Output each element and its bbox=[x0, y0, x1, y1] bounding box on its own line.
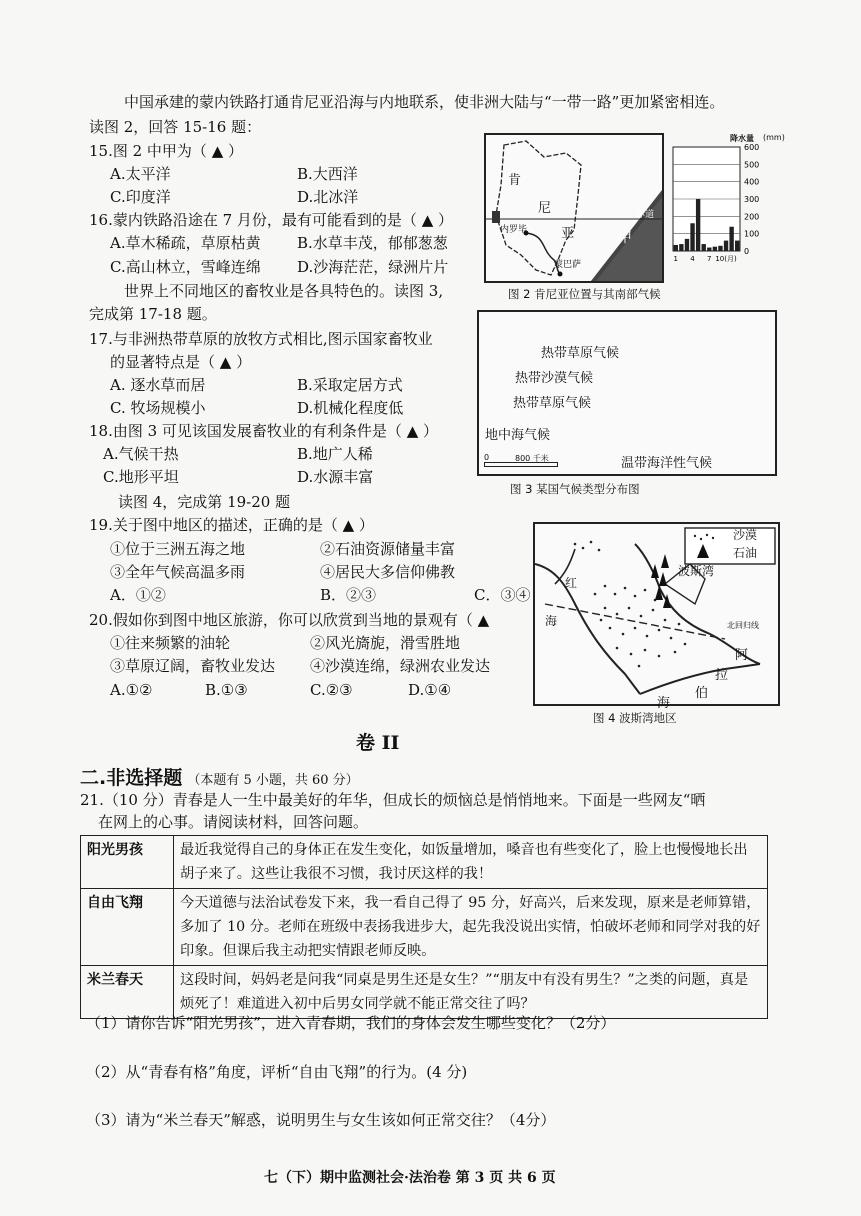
fig2-nairobi: 内罗毕 bbox=[500, 225, 528, 235]
q20-stem: 20.假如你到图中地区旅游，你可以欣赏到当地的景观有（ ▲ bbox=[89, 611, 490, 629]
q16-option-b: B.水草丰茂，郁郁葱葱 bbox=[297, 234, 448, 252]
fig4-tropic: 北回归线 bbox=[727, 621, 759, 630]
q16-option-d: D.沙海茫茫，绿洲片片 bbox=[297, 258, 449, 276]
q19-option-c: C．③④ bbox=[474, 586, 531, 604]
chart-bar bbox=[718, 246, 722, 251]
chart-unit: (mm) bbox=[763, 133, 785, 142]
q16-option-c: C.高山林立，雪峰连绵 bbox=[110, 258, 261, 276]
q17-stem2: 的显著特点是（ ▲ ） bbox=[110, 353, 252, 371]
q21-sub1: （1）请你告诉“阳光男孩”，进入青春期，我们的身体会发生哪些变化？（2分） bbox=[86, 1014, 616, 1032]
chart-bar bbox=[674, 245, 678, 251]
volume-title: 卷 II bbox=[356, 732, 400, 754]
fig3-scale-0: 0 bbox=[484, 453, 490, 462]
fig3-map bbox=[477, 310, 777, 476]
q19-opt3: ③全年气候高温多雨 bbox=[110, 563, 246, 581]
q15-option-b: B.大西洋 bbox=[297, 165, 358, 183]
q16-stem: 16.蒙内铁路沿途在 7 月份，最有可能看到的是（ ▲ ） bbox=[89, 211, 454, 229]
q17-option-a: A. 逐水草而居 bbox=[110, 376, 206, 394]
fig4-legend bbox=[685, 528, 775, 564]
row-who: 自由飞翔 bbox=[81, 889, 174, 966]
q21-message-table bbox=[80, 835, 768, 1019]
fig3-label-4: 地中海气候 bbox=[485, 428, 551, 443]
y-tick-label: 400 bbox=[744, 177, 760, 187]
q19-option-a: A．①② bbox=[110, 586, 166, 604]
y-tick-label: 300 bbox=[744, 195, 760, 204]
fig2-equator: 赤道 bbox=[636, 210, 655, 220]
q17-option-b: B.采取定居方式 bbox=[297, 376, 403, 394]
q16-option-a: A.草木稀疏，草原枯黄 bbox=[110, 234, 261, 252]
table-row bbox=[81, 966, 768, 1019]
q20-opt1: ①往来频繁的油轮 bbox=[110, 634, 231, 652]
intro-line2: 读图 2，回答 15-16 题： bbox=[89, 118, 262, 136]
q20-opt4: ④沙漠连绵，绿洲农业发达 bbox=[310, 657, 491, 675]
chart-bar bbox=[707, 248, 711, 251]
q15-stem: 15.图 2 中甲为（ ▲ ） bbox=[89, 142, 244, 160]
fig4-ar3: 伯 bbox=[695, 686, 709, 701]
table-row bbox=[81, 836, 768, 889]
fig4-ar1: 阿 bbox=[735, 648, 749, 663]
q18-option-d: D.水源丰富 bbox=[297, 468, 374, 486]
q19-option-b: B．②③ bbox=[320, 586, 377, 604]
page-footer: 七（下）期中监测社会·法治卷 第 3 页 共 6 页 bbox=[264, 1170, 556, 1186]
chart-bar bbox=[702, 244, 706, 251]
chart-bar bbox=[679, 244, 683, 251]
q19-opt1: ①位于三洲五海之地 bbox=[110, 540, 246, 558]
chart-bar bbox=[696, 199, 700, 251]
q17-option-c: C. 牧场规模小 bbox=[110, 399, 206, 417]
tropic-line bbox=[545, 604, 725, 639]
q20-option-c: C.②③ bbox=[310, 681, 353, 699]
y-tick-label: 200 bbox=[744, 212, 760, 222]
intro3: 读图 4，完成第 19-20 题 bbox=[118, 493, 291, 511]
q21-sub2: （2）从“青春有格”角度，评析“自由飞翔”的行为。(4 分) bbox=[86, 1063, 468, 1081]
fig4-red-1: 红 bbox=[565, 576, 578, 590]
row-text: 最近我觉得自己的身体正在发生变化，如饭量增加，嗓音也有些变化了，脸上也慢慢地长出胡子来了。这些让我很不习惯，我讨厌这样的我！ bbox=[174, 836, 768, 889]
chart-title: 降水量 bbox=[730, 134, 754, 143]
section2-title: 二.非选择题 bbox=[80, 767, 183, 789]
q15-option-a: A.太平洋 bbox=[110, 165, 171, 183]
row-text: 这段时间，妈妈老是问我“同桌是男生还是女生？”“朋友中有没有男生？”之类的问题，真是烦死了！难道进入初中后男女同学就不能正常交往了吗？ bbox=[174, 966, 768, 1019]
fig4-legend-oil: 石油 bbox=[733, 546, 758, 560]
q15-option-c: C.印度洋 bbox=[110, 188, 171, 206]
q15-option-d: D.北冰洋 bbox=[297, 188, 359, 206]
y-tick-label: 500 bbox=[744, 160, 760, 170]
q17-stem1: 17.与非洲热带草原的放牧方式相比,图示国家畜牧业 bbox=[89, 330, 433, 348]
fig3-scale: 800 千米 bbox=[515, 454, 549, 463]
q21-line1: 21.（10 分）青春是人一生中最美好的年华，但成长的烦恼总是悄悄地来。下面是一些网友“晒 bbox=[80, 791, 706, 809]
y-tick-label: 600 bbox=[744, 143, 760, 152]
fig2-kenya-3: 亚 bbox=[561, 226, 575, 241]
q21-sub3: （3）请为“米兰春天”解惑，说明男生与女生该如何正常交往？（4分） bbox=[86, 1111, 556, 1129]
chart-bar bbox=[735, 241, 739, 251]
fig3-label-5: 温带海洋性气候 bbox=[621, 456, 713, 471]
fig4-ar2: 拉 bbox=[715, 668, 729, 683]
fig2-caption: 图 2 肯尼亚位置与其南部气候 bbox=[508, 287, 661, 301]
q20-option-a: A.①② bbox=[110, 681, 153, 699]
q20-opt2: ②风光旖旎，滑雪胜地 bbox=[310, 634, 461, 652]
section2-note: （本题有 5 小题，共 60 分） bbox=[187, 773, 359, 788]
q18-option-a: A.气候干热 bbox=[103, 445, 179, 463]
fig3-label-1: 热带草原气候 bbox=[541, 346, 620, 361]
fig3-label-3: 热带草原气候 bbox=[513, 396, 592, 411]
q20-option-d: D.①④ bbox=[408, 681, 452, 699]
fig3-caption: 图 3 某国气候类型分布图 bbox=[510, 482, 640, 496]
chart-bar bbox=[690, 223, 694, 251]
chart-bar bbox=[713, 247, 717, 251]
q19-stem: 19.关于图中地区的描述，正确的是（ ▲ ） bbox=[89, 516, 374, 534]
fig2-map bbox=[484, 133, 664, 283]
fig2-precip-chart bbox=[665, 133, 785, 279]
q18-stem: 18.由图 3 可见该国发展畜牧业的有利条件是（ ▲ ） bbox=[89, 422, 439, 440]
fig2-kenya-1: 肯 bbox=[508, 173, 522, 188]
q17-option-d: D.机械化程度低 bbox=[297, 399, 404, 417]
q18-option-c: C.地形平坦 bbox=[103, 468, 179, 486]
fig2-jia: 甲 bbox=[618, 230, 632, 246]
section2-heading bbox=[80, 763, 359, 790]
intro2-line1: 世界上不同地区的畜牧业是各具特色的。读图 3, bbox=[124, 282, 444, 300]
row-who: 米兰春天 bbox=[81, 966, 174, 1019]
y-tick-label: 0 bbox=[744, 247, 750, 256]
q21-line2: 在网上的心事。请阅读材料，回答问题。 bbox=[98, 813, 369, 831]
intro2-line2: 完成第 17-18 题。 bbox=[89, 305, 217, 323]
red-sea-coast bbox=[535, 564, 640, 694]
fig2-kenya-2: 尼 bbox=[538, 201, 552, 216]
chart-bar bbox=[685, 239, 689, 251]
fig2-mombasa: 蒙巴萨 bbox=[554, 260, 582, 270]
chart-bar bbox=[729, 227, 733, 251]
fig4-legend-desert: 沙漠 bbox=[733, 528, 758, 542]
row-who: 阳光男孩 bbox=[81, 836, 174, 889]
x-tick-label: 4 bbox=[690, 255, 695, 263]
fig4-red-2: 海 bbox=[545, 614, 558, 628]
x-tick-label: 1 bbox=[673, 255, 679, 263]
fig4-gulf: 波斯湾 bbox=[678, 564, 715, 578]
fig3-label-2: 热带沙漠气候 bbox=[515, 371, 594, 386]
q19-opt4: ④居民大多信仰佛教 bbox=[320, 563, 456, 581]
q18-option-b: B.地广人稀 bbox=[297, 445, 373, 463]
table-row bbox=[81, 889, 768, 966]
precip-chart-svg bbox=[665, 133, 775, 279]
lake-victoria bbox=[492, 211, 500, 223]
intro-line1: 中国承建的蒙内铁路打通肯尼亚沿海与内地联系，使非洲大陆与“一带一路”更加紧密相连。 bbox=[124, 93, 725, 111]
row-text: 今天道德与法治试卷发下来，我一看自己得了 95 分，好高兴，后来发现，原来是老师算错，多加了 10 分。老师在班级中表扬我进步大，起先我没说出实情，怕破坏老师和同学对我的好印象。但课后我主动把实情跟老师反映。 bbox=[174, 889, 768, 966]
q20-opt3: ③草原辽阔，畜牧业发达 bbox=[110, 657, 276, 675]
x-tick-label: 10(月) bbox=[715, 255, 737, 263]
fig4-map bbox=[533, 522, 780, 711]
fig4-caption: 图 4 波斯湾地区 bbox=[593, 711, 677, 725]
q19-opt2: ②石油资源储量丰富 bbox=[320, 540, 456, 558]
x-tick-label: 7 bbox=[707, 255, 712, 263]
chart-bar bbox=[724, 241, 728, 251]
q20-option-b: B.①③ bbox=[205, 681, 248, 699]
fig4-ar4: 海 bbox=[657, 696, 671, 711]
y-tick-label: 100 bbox=[744, 229, 760, 239]
